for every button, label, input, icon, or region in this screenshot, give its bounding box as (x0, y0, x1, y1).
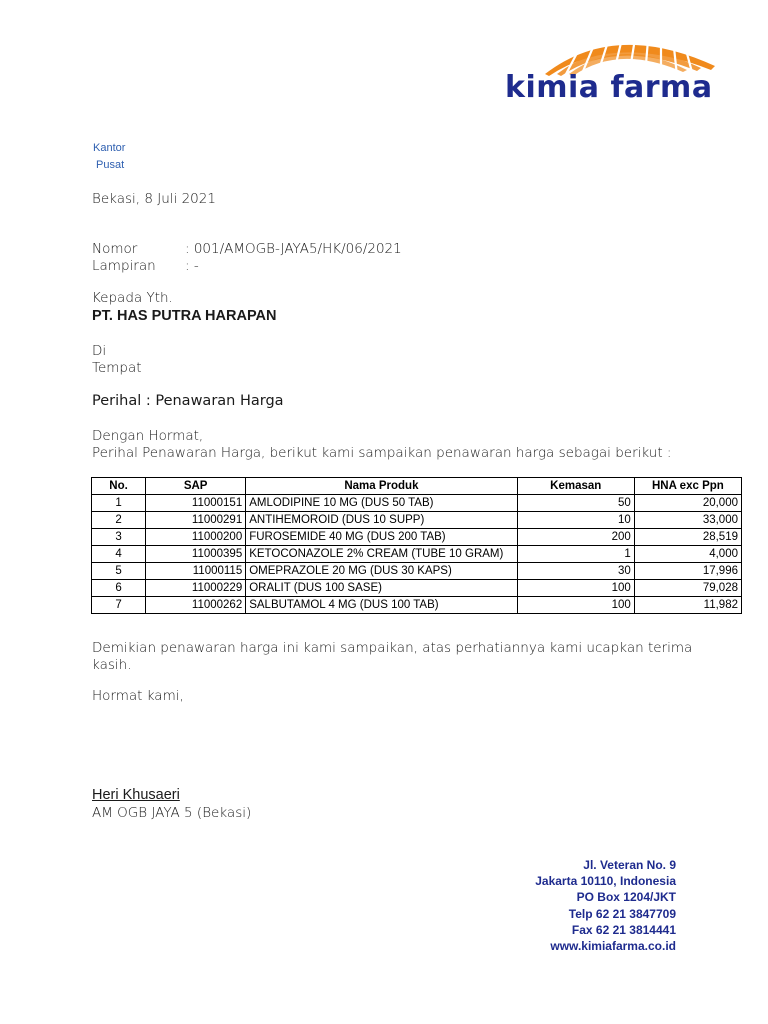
table-row (92, 512, 742, 529)
table-row (92, 529, 742, 546)
cell-sap: 11000200 (146, 529, 246, 546)
cell-sap: 11000291 (146, 512, 246, 529)
cell-kemasan: 30 (517, 563, 634, 580)
header-hna: HNA exc Ppn (634, 478, 741, 495)
cell-hna: 33,000 (634, 512, 741, 529)
place-date: Bekasi, 8 Juli 2021 (92, 191, 216, 207)
cell-hna: 4,000 (634, 546, 741, 563)
cell-product: SALBUTAMOL 4 MG (DUS 100 TAB) (246, 597, 517, 614)
cell-kemasan: 50 (517, 495, 634, 512)
cell-kemasan: 10 (517, 512, 634, 529)
nomor-value: : 001/AMOGB-JAYA5/HK/06/2021 (185, 241, 402, 257)
cell-no: 4 (92, 546, 146, 563)
cell-sap: 11000229 (146, 580, 246, 597)
cell-no: 5 (92, 563, 146, 580)
header-product: Nama Produk (246, 478, 517, 495)
table-row (92, 495, 742, 512)
cell-product: AMLODIPINE 10 MG (DUS 50 TAB) (246, 495, 517, 512)
cell-product: OMEPRAZOLE 20 MG (DUS 30 KAPS) (246, 563, 517, 580)
di-label: Di (92, 343, 107, 359)
cell-sap: 11000262 (146, 597, 246, 614)
regards: Hormat kami, (92, 688, 184, 704)
table-row (92, 546, 742, 563)
nomor-label: Nomor (92, 241, 138, 257)
header-no: No. (92, 478, 146, 495)
cell-no: 3 (92, 529, 146, 546)
cell-hna: 28,519 (634, 529, 741, 546)
cell-product: ANTIHEMOROID (DUS 10 SUPP) (246, 512, 517, 529)
cell-hna: 20,000 (634, 495, 741, 512)
cell-hna: 79,028 (634, 580, 741, 597)
cell-hna: 11,982 (634, 597, 741, 614)
company-address (535, 857, 676, 954)
signer-title: AM OGB JAYA 5 (Bekasi) (92, 805, 252, 821)
table-row (92, 580, 742, 597)
intro-text: Perihal Penawaran Harga, berikut kami sampaikan penawaran harga sebagai berikut : (92, 445, 672, 461)
logo-wordmark: kimia farma (505, 70, 713, 105)
cell-no: 6 (92, 580, 146, 597)
cell-sap: 11000395 (146, 546, 246, 563)
table-row (92, 563, 742, 580)
closing-line2: kasih. (92, 657, 132, 673)
table-header-row (92, 478, 742, 495)
cell-kemasan: 100 (517, 597, 634, 614)
address-pobox: PO Box 1204/JKT (576, 890, 676, 905)
header-sap: SAP (146, 478, 246, 495)
address-street: Jl. Veteran No. 9 (583, 858, 676, 872)
cell-no: 2 (92, 512, 146, 529)
cell-kemasan: 1 (517, 546, 634, 563)
cell-no: 7 (92, 597, 146, 614)
lampiran-value: : - (185, 258, 199, 274)
cell-hna: 17,996 (634, 563, 741, 580)
cell-kemasan: 100 (517, 580, 634, 597)
sun-rays-icon (505, 26, 730, 76)
cell-product: ORALIT (DUS 100 SASE) (246, 580, 517, 597)
subject-line: Perihal : Penawaran Harga (92, 393, 284, 409)
signer-name: Heri Khusaeri (92, 787, 180, 803)
closing-line1: Demikian penawaran harga ini kami sampaikan, atas perhatiannya kami ucapkan terima (92, 640, 693, 656)
tempat-label: Tempat (92, 360, 142, 376)
cell-no: 1 (92, 495, 146, 512)
cell-product: KETOCONAZOLE 2% CREAM (TUBE 10 GRAM) (246, 546, 517, 563)
lampiran-label: Lampiran (92, 258, 156, 274)
company-logo (505, 26, 730, 106)
address-fax: Fax 62 21 3814441 (571, 922, 676, 937)
table-row (92, 597, 742, 614)
recipient-name: PT. HAS PUTRA HARAPAN (92, 308, 277, 324)
cell-product: FUROSEMIDE 40 MG (DUS 200 TAB) (246, 529, 517, 546)
office-label-line1: Kantor (93, 142, 126, 154)
cell-kemasan: 200 (517, 529, 634, 546)
kepada-label: Kepada Yth. (92, 290, 173, 306)
cell-sap: 11000115 (146, 563, 246, 580)
address-city: Jakarta 10110, Indonesia (535, 874, 676, 889)
office-label-line2: Pusat (96, 159, 125, 171)
price-table (91, 477, 742, 614)
cell-sap: 11000151 (146, 495, 246, 512)
header-kemasan: Kemasan (517, 478, 634, 495)
greeting: Dengan Hormat, (92, 428, 204, 444)
website-link[interactable]: www.kimiafarma.co.id (550, 939, 676, 954)
address-telp: Telp 62 21 3847709 (568, 906, 676, 921)
